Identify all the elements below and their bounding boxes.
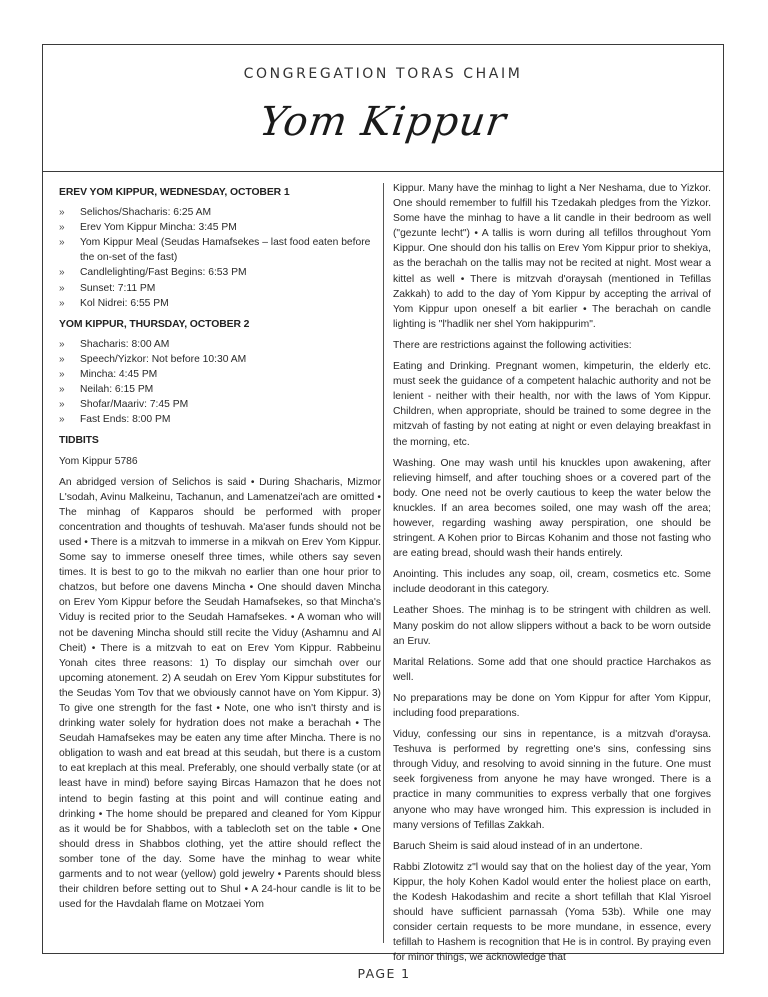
schedule-item: » Yom Kippur Meal (Seudas Hamafsekes – last food eaten before the on-set of the fast)	[59, 237, 371, 264]
right-column	[393, 181, 711, 972]
schedule-item: » Selichos/Shacharis: 6:25 AM	[59, 205, 381, 220]
yom-kippur-heading: YOM KIPPUR, THURSDAY, OCTOBER 2	[59, 318, 250, 330]
restriction-marital-relations: Marital Relations. Some add that one should practice Harchakos as well.	[393, 656, 711, 683]
page-title: Yom Kippur	[256, 99, 510, 145]
bullet-icon: »	[59, 384, 65, 396]
schedule-item: » Shacharis: 8:00 AM	[59, 337, 381, 352]
bullet-icon: »	[59, 282, 65, 294]
schedule-item: » Kol Nidrei: 6:55 PM	[59, 296, 381, 311]
schedule-item: » Speech/Yizkor: Not before 10:30 AM	[59, 352, 381, 367]
bullet-icon: »	[59, 399, 65, 411]
tidbits-paragraph: An abridged version of Selichos is said • During Shacharis, Mizmor L'sodah, Avinu Malkeinu, Tachanun, and Lamenatzei'ach are omitted • The minhag of Kapparos should be performed with proper concentration and thoughts of teshuvah. Ma'aser funds should not be used • There is a mitzvah to immerse in a mikvah on Erev Yom Kippur. Some say to immerse oneself three times, while others say seven times. It is best to go to the mikvah no earlier than one hour prior to chatzos, but before one davens Mincha • One should daven Mincha on Erev Yom Kippur before the Seudah Hamafsekes, so that Mincha's Viduy is recited prior to the Seudah Hamafsekes. • A woman who will not be davening Mincha should still recite the Viduy (Ashamnu and Al Cheit) • There is a mitzvah to eat on Erev Yom Kippur. Rabbeinu Yonah cites three reasons: 1) To display our simchah over our upcoming atonement. 2) A seudah on Erev Yom Kippur substitutes for the Seudas Yom Tov that we obviously cannot have on Yom Kippur. 3) To give one strength for the fast • Note, one who isn't thirsty and is drinking water solely for hydration does not make a berachah • The Seudah Hamafsekes may be eaten any time after Mincha. There is no obligation to wash and eat bread at this seudah, but there is a custom to eat kreplach at this meal. Preferably, one should verbally state (or at least have in mind) before saying Bircas Hamazon that he does not intend to begin fasting at this point and will continue eating and drinking • The home should be prepared and cleaned for Yom Kippur as it would be for Shabbos, with a tablecloth set on the table • One should dress in Shabbos clothing, yet the attire should reflect the somber tone of the day. Some have the minhag to wear white garments and to not wear (yellow) gold jewelry • Parents should bless their children before setting out to Shul • A 24-hour candle is lit to be used for the Havdalah flame on Motzaei Yom	[59, 476, 381, 911]
bullet-icon: »	[59, 338, 65, 350]
newsletter-frame	[42, 44, 724, 964]
bullet-icon: »	[59, 207, 65, 219]
restrictions-intro: There are restrictions against the following activities:	[393, 339, 632, 351]
bullet-icon: »	[59, 267, 65, 279]
bullet-icon: »	[59, 222, 65, 234]
tidbits-heading: TIDBITS	[59, 435, 99, 447]
bullet-icon: »	[59, 297, 65, 309]
bullet-icon: »	[59, 369, 65, 381]
restriction-leather-shoes: Leather Shoes. The minhag is to be stringent with children as well. Many poskim do not allow slippers without a back to be worn outside an Eruv.	[393, 605, 711, 647]
rabbi-zlotowitz-paragraph: Rabbi Zlotowitz z"l would say that on the holiest day of the year, Yom Kippur, the holy Kohen Kadol would enter the holiest place on earth, the Kodesh Hakodashim and recite a short tefillah that Klal Yisroel should have sufficient parnassah (Yoma 53b). While one may consider certain requests to be more mundane, in essence, every tefillah to Hashem is recognition that He is in control. By praying even for minor things, we acknowledge that	[393, 861, 711, 964]
schedule-item: » Shofar/Maariv: 7:45 PM	[59, 397, 381, 412]
preparations-paragraph: No preparations may be done on Yom Kippur for after Yom Kippur, including food preparations.	[393, 692, 711, 719]
schedule-item: » Mincha: 4:45 PM	[59, 367, 381, 382]
restriction-anointing: Anointing. This includes any soap, oil, cream, cosmetics etc. Some include deodorant in this category.	[393, 569, 711, 596]
schedule-item: » Sunset: 7:11 PM	[59, 281, 381, 296]
column-divider	[383, 183, 384, 943]
page-number: PAGE 1	[357, 966, 411, 981]
masthead	[43, 45, 723, 172]
restriction-eating-drinking: Eating and Drinking. Pregnant women, kimpeturin, the elderly etc. must seek the guidance of a competent halachic authority and not be lenient - neither with their health, nor with the laws of Yom Kippur. Children, when appropriate, should be trained to some degree in the mitzvah of fasting by not eating at night or even delaying breakfast in the morning, etc.	[393, 361, 711, 448]
schedule-item: » Erev Yom Kippur Mincha: 3:45 PM	[59, 220, 381, 235]
tidbits-subheading: Yom Kippur 5786	[59, 455, 138, 467]
schedule-item: » Fast Ends: 8:00 PM	[59, 412, 381, 427]
baruch-sheim-paragraph: Baruch Sheim is said aloud instead of in an undertone.	[393, 840, 643, 852]
organization-name: CONGREGATION TORAS CHAIM	[243, 66, 523, 82]
tidbits-continued-paragraph: Kippur. Many have the minhag to light a Ner Neshama, due to Yizkor. One should remember to fulfill his Tzedakah pledges from the Yizkor. Some have the minhag to have a lit candle in their bedroom as well ("gezunte lecht") • A tallis is worn during all tefillos throughout Yom Kippur. One should don his tallis on Erev Yom Kippur prior to shekiya, as the berachah on the tallis may not be recited at night. Most wear a kittel as well • There is mitzvah d'oraysah (mentioned in Tefillas Zakkah) to add to the day of Yom Kippur by accepting the arrival of Yom Kippur upon oneself a bit earlier • The berachah on candle lighting is "l'hadlik ner shel Yom hakippurim".	[393, 183, 711, 330]
schedule-item: » Candlelighting/Fast Begins: 6:53 PM	[59, 265, 381, 280]
schedule-item: » Neilah: 6:15 PM	[59, 382, 381, 397]
bullet-icon: »	[59, 414, 65, 426]
viduy-paragraph: Viduy, confessing our sins in repentance, is a mitzvah d'oraysa. Teshuva is performed by regretting one's sins, confessing sins through Viduy, and resolving to avoid sinning in the future. One must seek forgiveness from anyone he may have wronged. There is a practice in many communities to express verbally that one forgives anyone who may have wronged him. This expression is included in many versions of Tefillas Zakkah.	[393, 729, 711, 831]
bullet-icon: »	[59, 237, 65, 249]
erev-yom-kippur-heading: EREV YOM KIPPUR, WEDNESDAY, OCTOBER 1	[59, 187, 290, 198]
bullet-icon: »	[59, 353, 65, 365]
restriction-washing: Washing. One may wash until his knuckles upon awakening, after relieving himself, and after touching shoes or a covered part of the body. One need not be overly cautious to keep the water below the knuckles. If an area becomes soiled, one may wash off the area; however, regarding washing away perspiration, one should be stringent. A Kohen prior to Bircas Kohanim and those not fasting who are eating bread, should wash their hands entirely.	[393, 457, 711, 560]
left-column	[59, 185, 381, 918]
yom-kippur-schedule-list	[59, 337, 381, 428]
erev-schedule-list	[59, 205, 381, 311]
